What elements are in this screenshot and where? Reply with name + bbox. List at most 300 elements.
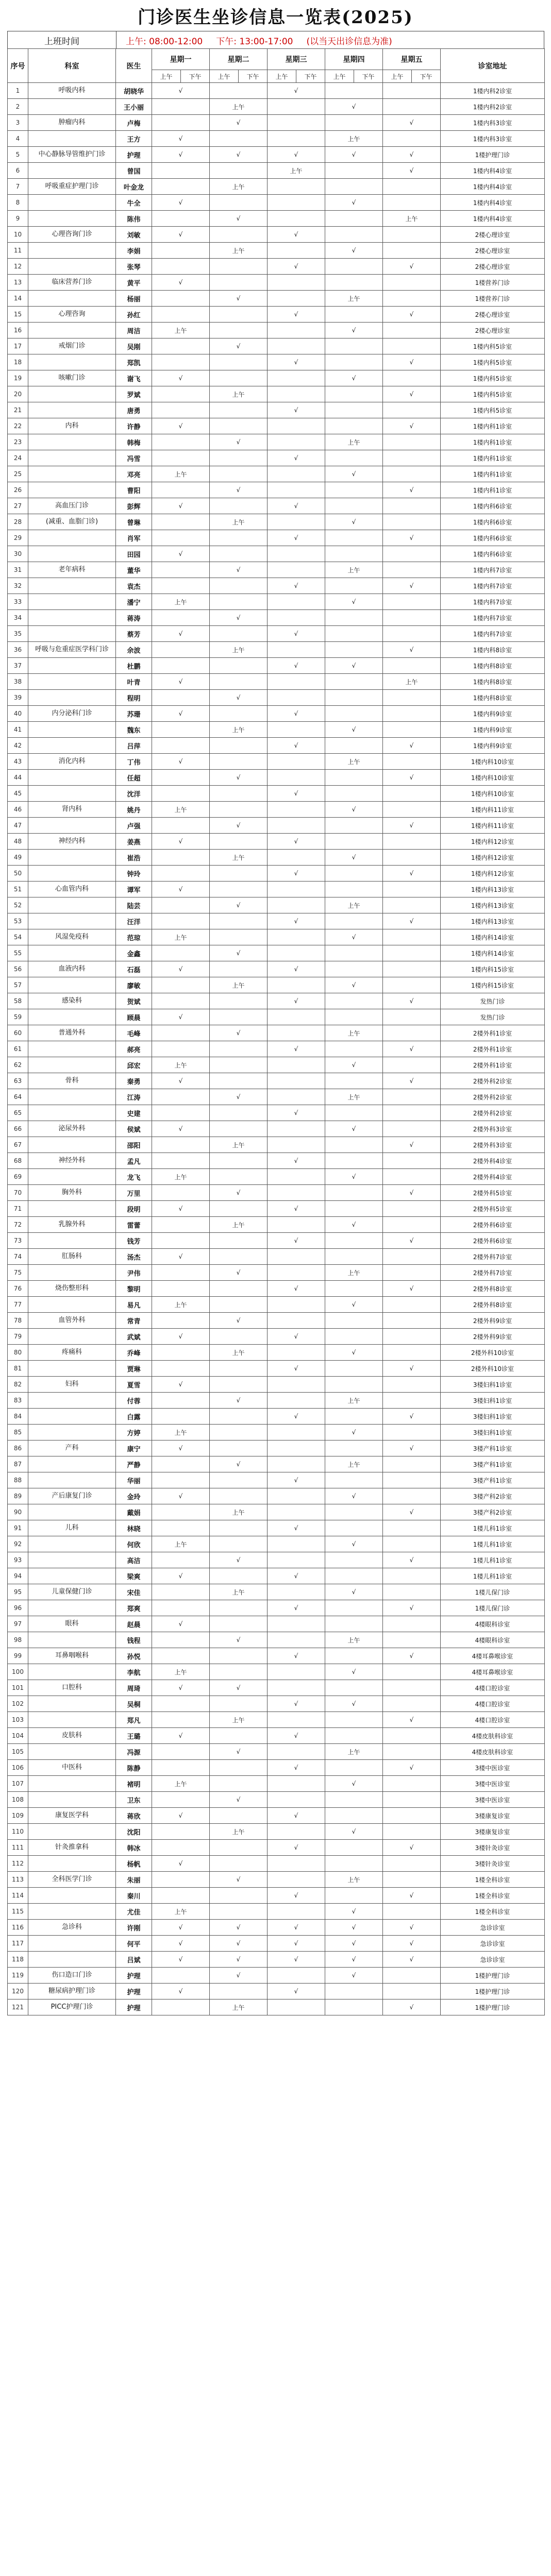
department-name xyxy=(28,1233,116,1249)
doctor-name: 雷蕾 xyxy=(116,1217,152,1233)
doctor-name: 梁爽 xyxy=(116,1568,152,1584)
doctor-name: 郑凡 xyxy=(116,1712,152,1728)
clinic-address: 1楼内科12诊室 xyxy=(441,834,545,850)
row-number: 40 xyxy=(8,706,28,722)
clinic-address: 2楼外科3诊室 xyxy=(441,1121,545,1137)
schedule-tue: √ xyxy=(210,338,268,354)
clinic-address: 2楼外科4诊室 xyxy=(441,1169,545,1185)
department-name xyxy=(28,1265,116,1281)
schedule-wed xyxy=(268,1488,325,1504)
schedule-thu xyxy=(325,450,383,466)
schedule-mon xyxy=(152,1744,210,1760)
clinic-address: 2楼心理诊室 xyxy=(441,307,545,323)
doctor-name: 钱程 xyxy=(116,1632,152,1648)
schedule-wed xyxy=(268,1552,325,1568)
department-name xyxy=(28,131,116,147)
clinic-address: 3楼产科2诊室 xyxy=(441,1488,545,1504)
department-name xyxy=(28,259,116,275)
table-row xyxy=(8,1584,545,1600)
schedule-fri xyxy=(383,1520,441,1536)
doctor-name: 戴娟 xyxy=(116,1504,152,1520)
clinic-address: 3楼康复诊室 xyxy=(441,1808,545,1824)
row-number: 67 xyxy=(8,1137,28,1153)
schedule-wed xyxy=(268,1792,325,1808)
schedule-wed: √ xyxy=(268,578,325,594)
clinic-address: 1楼内科10诊室 xyxy=(441,770,545,786)
department-name: 内分泌科门诊 xyxy=(28,706,116,722)
schedule-tue: √ xyxy=(210,1313,268,1329)
schedule-tue xyxy=(210,466,268,482)
schedule-tue xyxy=(210,1201,268,1217)
clinic-address: 2楼外科3诊室 xyxy=(441,1137,545,1153)
department-name xyxy=(28,546,116,562)
table-row xyxy=(8,1920,545,1936)
schedule-fri: 上午 xyxy=(383,674,441,690)
schedule-mon xyxy=(152,115,210,131)
schedule-tue: √ xyxy=(210,115,268,131)
table-row xyxy=(8,562,545,578)
row-number: 73 xyxy=(8,1233,28,1249)
table-row xyxy=(8,929,545,945)
schedule-wed xyxy=(268,802,325,818)
schedule-mon: √ xyxy=(152,83,210,99)
schedule-thu xyxy=(325,354,383,370)
doctor-name: 护理 xyxy=(116,147,152,163)
header-wed: 星期三 xyxy=(268,49,325,70)
department-name xyxy=(28,211,116,227)
schedule-tue: √ xyxy=(210,291,268,307)
schedule-thu xyxy=(325,259,383,275)
clinic-address: 1楼内科6诊室 xyxy=(441,498,545,514)
schedule-mon xyxy=(152,1456,210,1472)
schedule-wed: √ xyxy=(268,1329,325,1345)
department-name: 临床营养门诊 xyxy=(28,275,116,291)
schedule-fri xyxy=(383,195,441,211)
department-name: 儿科 xyxy=(28,1520,116,1536)
table-row xyxy=(8,1568,545,1584)
schedule-mon: √ xyxy=(152,674,210,690)
clinic-address: 发热门诊 xyxy=(441,993,545,1009)
schedule-thu: √ xyxy=(325,147,383,163)
schedule-wed xyxy=(268,291,325,307)
schedule-thu xyxy=(325,1568,383,1584)
department-name xyxy=(28,1552,116,1568)
doctor-name: 朱丽 xyxy=(116,1872,152,1888)
schedule-thu: √ xyxy=(325,466,383,482)
schedule-tue xyxy=(210,1249,268,1265)
schedule-thu: √ xyxy=(325,1584,383,1600)
schedule-thu xyxy=(325,338,383,354)
table-row xyxy=(8,163,545,179)
schedule-thu xyxy=(325,1137,383,1153)
department-name: 咳嗽门诊 xyxy=(28,370,116,386)
table-row xyxy=(8,594,545,610)
schedule-thu: √ xyxy=(325,1968,383,1984)
department-name xyxy=(28,1600,116,1616)
schedule-wed: √ xyxy=(268,1520,325,1536)
department-name xyxy=(28,1664,116,1680)
table-row xyxy=(8,115,545,131)
schedule-mon xyxy=(152,386,210,402)
row-number: 97 xyxy=(8,1616,28,1632)
schedule-mon xyxy=(152,259,210,275)
department-name: 泌尿外科 xyxy=(28,1121,116,1137)
schedule-fri xyxy=(383,1696,441,1712)
clinic-address: 1楼内科1诊室 xyxy=(441,418,545,434)
shift-pm: 下午 xyxy=(296,70,325,83)
department-name xyxy=(28,786,116,802)
table-row xyxy=(8,850,545,866)
doctor-name: 张琴 xyxy=(116,259,152,275)
department-name: (减重、血脂门诊) xyxy=(28,514,116,530)
clinic-address: 1楼护理门诊 xyxy=(441,1999,545,2015)
schedule-thu: √ xyxy=(325,1345,383,1361)
doctor-name: 范琼 xyxy=(116,929,152,945)
clinic-address: 1楼内科15诊室 xyxy=(441,977,545,993)
doctor-name: 李娟 xyxy=(116,243,152,259)
schedule-wed: √ xyxy=(268,1984,325,1999)
schedule-wed xyxy=(268,1137,325,1153)
doctor-name: 乔峰 xyxy=(116,1345,152,1361)
schedule-tue xyxy=(210,1840,268,1856)
schedule-fri: √ xyxy=(383,115,441,131)
row-number: 79 xyxy=(8,1329,28,1345)
schedule-fri: √ xyxy=(383,1137,441,1153)
schedule-tue xyxy=(210,1696,268,1712)
schedule-tue xyxy=(210,1616,268,1632)
table-row xyxy=(8,354,545,370)
schedule-fri xyxy=(383,1664,441,1680)
department-name: 中医科 xyxy=(28,1760,116,1776)
schedule-fri xyxy=(383,1025,441,1041)
table-row xyxy=(8,1361,545,1377)
clinic-address: 2楼外科4诊室 xyxy=(441,1153,545,1169)
schedule-thu xyxy=(325,1249,383,1265)
row-number: 4 xyxy=(8,131,28,147)
schedule-mon: 上午 xyxy=(152,1425,210,1440)
schedule-wed xyxy=(268,1632,325,1648)
clinic-address: 2楼外科9诊室 xyxy=(441,1313,545,1329)
department-name xyxy=(28,1201,116,1217)
schedule-fri xyxy=(383,786,441,802)
doctor-name: 丁伟 xyxy=(116,754,152,770)
doctor-name: 李航 xyxy=(116,1664,152,1680)
schedule-wed: √ xyxy=(268,1153,325,1169)
clinic-address: 3楼妇科1诊室 xyxy=(441,1409,545,1425)
schedule-wed: √ xyxy=(268,259,325,275)
schedule-thu xyxy=(325,1728,383,1744)
row-number: 89 xyxy=(8,1488,28,1504)
clinic-address: 2楼外科6诊室 xyxy=(441,1217,545,1233)
schedule-wed: √ xyxy=(268,1409,325,1425)
schedule-tue xyxy=(210,1233,268,1249)
schedule-table xyxy=(7,48,545,2015)
schedule-mon: √ xyxy=(152,1920,210,1936)
table-row xyxy=(8,275,545,291)
table-row xyxy=(8,1201,545,1217)
schedule-wed xyxy=(268,1504,325,1520)
schedule-wed xyxy=(268,99,325,115)
schedule-tue: √ xyxy=(210,562,268,578)
schedule-tue xyxy=(210,1041,268,1057)
schedule-fri xyxy=(383,1456,441,1472)
doctor-name: 吴刚 xyxy=(116,338,152,354)
schedule-fri xyxy=(383,945,441,961)
department-name xyxy=(28,1105,116,1121)
schedule-wed xyxy=(268,1313,325,1329)
schedule-thu xyxy=(325,1680,383,1696)
schedule-tue: 上午 xyxy=(210,1824,268,1840)
department-name: 疼痛科 xyxy=(28,1345,116,1361)
schedule-mon xyxy=(152,1265,210,1281)
schedule-fri: √ xyxy=(383,1440,441,1456)
schedule-wed xyxy=(268,1440,325,1456)
schedule-wed: √ xyxy=(268,1361,325,1377)
clinic-address: 4楼眼科诊室 xyxy=(441,1616,545,1632)
schedule-mon xyxy=(152,163,210,179)
schedule-wed: √ xyxy=(268,354,325,370)
schedule-mon xyxy=(152,850,210,866)
schedule-thu: 上午 xyxy=(325,131,383,147)
schedule-wed xyxy=(268,1393,325,1409)
schedule-thu: √ xyxy=(325,1425,383,1440)
doctor-name: 侯斌 xyxy=(116,1121,152,1137)
department-name: 高血压门诊 xyxy=(28,498,116,514)
schedule-tue xyxy=(210,1121,268,1137)
row-number: 27 xyxy=(8,498,28,514)
table-row xyxy=(8,514,545,530)
schedule-mon xyxy=(152,1137,210,1153)
clinic-address: 1楼内科12诊室 xyxy=(441,850,545,866)
clinic-address: 3楼妇科1诊室 xyxy=(441,1377,545,1393)
schedule-fri: √ xyxy=(383,578,441,594)
row-number: 105 xyxy=(8,1744,28,1760)
schedule-mon xyxy=(152,722,210,738)
clinic-address: 1楼内科5诊室 xyxy=(441,338,545,354)
department-name: 神经内科 xyxy=(28,834,116,850)
clinic-address: 2楼外科7诊室 xyxy=(441,1265,545,1281)
schedule-thu: √ xyxy=(325,1920,383,1936)
schedule-fri: √ xyxy=(383,1712,441,1728)
clinic-address: 4楼口腔诊室 xyxy=(441,1696,545,1712)
schedule-thu xyxy=(325,115,383,131)
table-row xyxy=(8,259,545,275)
row-number: 76 xyxy=(8,1281,28,1297)
schedule-thu xyxy=(325,211,383,227)
doctor-name: 孟凡 xyxy=(116,1153,152,1169)
schedule-wed xyxy=(268,594,325,610)
schedule-mon xyxy=(152,1792,210,1808)
department-name xyxy=(28,945,116,961)
row-number: 119 xyxy=(8,1968,28,1984)
shift-pm: 下午 xyxy=(412,70,441,83)
schedule-mon xyxy=(152,562,210,578)
schedule-wed xyxy=(268,1584,325,1600)
schedule-wed xyxy=(268,642,325,658)
schedule-mon: √ xyxy=(152,882,210,897)
department-name xyxy=(28,1504,116,1520)
schedule-mon: √ xyxy=(152,1009,210,1025)
doctor-name: 姜燕 xyxy=(116,834,152,850)
schedule-wed: √ xyxy=(268,658,325,674)
schedule-thu xyxy=(325,1520,383,1536)
department-name xyxy=(28,195,116,211)
row-number: 14 xyxy=(8,291,28,307)
schedule-tue: √ xyxy=(210,770,268,786)
row-number: 87 xyxy=(8,1456,28,1472)
schedule-fri: √ xyxy=(383,913,441,929)
table-row xyxy=(8,1393,545,1409)
department-name xyxy=(28,1696,116,1712)
schedule-thu xyxy=(325,1984,383,1999)
schedule-fri xyxy=(383,882,441,897)
schedule-wed: √ xyxy=(268,1568,325,1584)
table-row xyxy=(8,1169,545,1185)
row-number: 111 xyxy=(8,1840,28,1856)
schedule-fri xyxy=(383,1153,441,1169)
doctor-name: 史建 xyxy=(116,1105,152,1121)
doctor-name: 姚丹 xyxy=(116,802,152,818)
schedule-mon xyxy=(152,1504,210,1520)
row-number: 95 xyxy=(8,1584,28,1600)
schedule-mon xyxy=(152,307,210,323)
schedule-tue xyxy=(210,546,268,562)
clinic-address: 3楼产科2诊室 xyxy=(441,1504,545,1520)
schedule-wed xyxy=(268,1057,325,1073)
table-row xyxy=(8,466,545,482)
schedule-mon: 上午 xyxy=(152,1536,210,1552)
schedule-thu: √ xyxy=(325,195,383,211)
morning-hours: 上午: 08:00-12:00 xyxy=(126,36,203,47)
schedule-mon xyxy=(152,179,210,195)
schedule-tue xyxy=(210,498,268,514)
schedule-fri xyxy=(383,1632,441,1648)
clinic-address: 4楼皮肤科诊室 xyxy=(441,1744,545,1760)
doctor-name: 陈伟 xyxy=(116,211,152,227)
schedule-tue xyxy=(210,658,268,674)
table-row xyxy=(8,418,545,434)
schedule-tue xyxy=(210,1440,268,1456)
schedule-wed xyxy=(268,514,325,530)
schedule-fri: √ xyxy=(383,1600,441,1616)
department-name xyxy=(28,770,116,786)
row-number: 102 xyxy=(8,1696,28,1712)
clinic-address: 1楼护理门诊 xyxy=(441,147,545,163)
schedule-fri: √ xyxy=(383,1041,441,1057)
schedule-fri xyxy=(383,370,441,386)
table-row xyxy=(8,1776,545,1792)
schedule-mon: √ xyxy=(152,834,210,850)
schedule-thu: √ xyxy=(325,929,383,945)
department-name: 全科医学门诊 xyxy=(28,1872,116,1888)
department-name xyxy=(28,1744,116,1760)
department-name: 中心静脉导管维护门诊 xyxy=(28,147,116,163)
schedule-wed: √ xyxy=(268,1041,325,1057)
department-name xyxy=(28,818,116,834)
table-row xyxy=(8,1025,545,1041)
schedule-tue xyxy=(210,1472,268,1488)
table-row xyxy=(8,1952,545,1968)
schedule-thu xyxy=(325,626,383,642)
schedule-thu: √ xyxy=(325,1776,383,1792)
schedule-mon xyxy=(152,866,210,882)
clinic-address: 2楼外科2诊室 xyxy=(441,1073,545,1089)
clinic-address: 急诊诊室 xyxy=(441,1936,545,1952)
row-number: 8 xyxy=(8,195,28,211)
schedule-wed xyxy=(268,1456,325,1472)
row-number: 24 xyxy=(8,450,28,466)
clinic-address: 3楼中医诊室 xyxy=(441,1760,545,1776)
table-row xyxy=(8,1536,545,1552)
doctor-name: 钱芳 xyxy=(116,1233,152,1249)
table-row xyxy=(8,1856,545,1872)
schedule-wed: √ xyxy=(268,706,325,722)
row-number: 85 xyxy=(8,1425,28,1440)
schedule-mon: √ xyxy=(152,961,210,977)
department-name: 呼吸内科 xyxy=(28,83,116,99)
schedule-thu: √ xyxy=(325,802,383,818)
doctor-name: 卢梅 xyxy=(116,115,152,131)
schedule-mon xyxy=(152,1393,210,1409)
schedule-mon xyxy=(152,1760,210,1776)
schedule-mon xyxy=(152,786,210,802)
schedule-mon xyxy=(152,211,210,227)
schedule-fri xyxy=(383,1680,441,1696)
department-name xyxy=(28,386,116,402)
schedule-wed xyxy=(268,1904,325,1920)
table-row xyxy=(8,99,545,115)
schedule-fri: √ xyxy=(383,1504,441,1520)
schedule-fri xyxy=(383,1904,441,1920)
row-number: 118 xyxy=(8,1952,28,1968)
table-row xyxy=(8,1840,545,1856)
department-name: 妇科 xyxy=(28,1377,116,1393)
clinic-address: 2楼外科10诊室 xyxy=(441,1345,545,1361)
schedule-thu xyxy=(325,738,383,754)
schedule-tue xyxy=(210,674,268,690)
schedule-thu xyxy=(325,610,383,626)
schedule-fri xyxy=(383,961,441,977)
schedule-wed xyxy=(268,1425,325,1440)
department-name xyxy=(28,1361,116,1377)
doctor-name: 许刚 xyxy=(116,1920,152,1936)
table-header-row xyxy=(8,49,545,70)
doctor-name: 田园 xyxy=(116,546,152,562)
doctor-name: 金鑫 xyxy=(116,945,152,961)
schedule-tue: √ xyxy=(210,1025,268,1041)
clinic-address: 1楼儿科1诊室 xyxy=(441,1520,545,1536)
schedule-mon xyxy=(152,1025,210,1041)
schedule-tue xyxy=(210,450,268,466)
row-number: 52 xyxy=(8,897,28,913)
department-name xyxy=(28,402,116,418)
clinic-address: 3楼产科1诊室 xyxy=(441,1472,545,1488)
schedule-tue xyxy=(210,354,268,370)
schedule-thu xyxy=(325,1856,383,1872)
schedule-wed xyxy=(268,1968,325,1984)
schedule-tue xyxy=(210,1377,268,1393)
schedule-fri xyxy=(383,1968,441,1984)
clinic-address: 2楼外科8诊室 xyxy=(441,1281,545,1297)
schedule-fri: √ xyxy=(383,770,441,786)
row-number: 31 xyxy=(8,562,28,578)
schedule-mon xyxy=(152,1217,210,1233)
row-number: 94 xyxy=(8,1568,28,1584)
schedule-fri xyxy=(383,402,441,418)
schedule-tue xyxy=(210,1984,268,1999)
schedule-wed xyxy=(268,418,325,434)
schedule-thu: √ xyxy=(325,99,383,115)
